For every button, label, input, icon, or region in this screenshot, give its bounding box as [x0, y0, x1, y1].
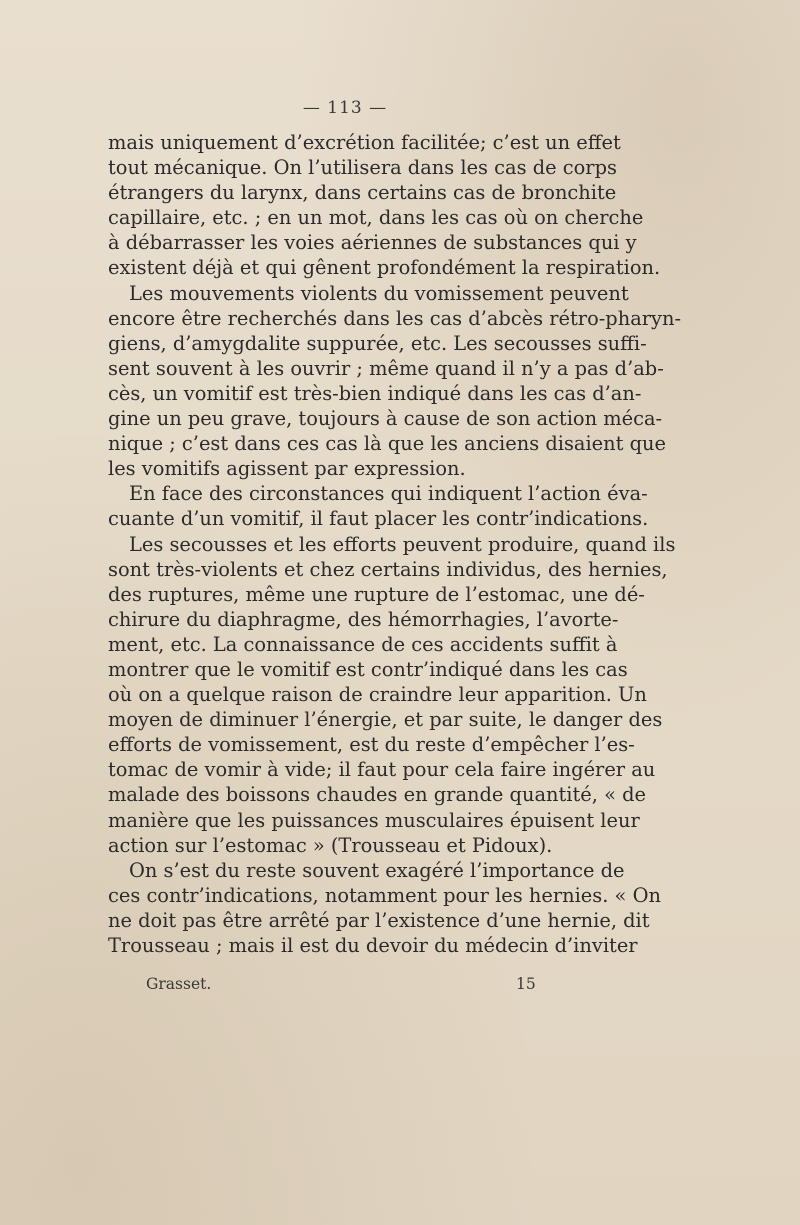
text-line: efforts de vomissement, est du reste d’empêcher l’es-	[108, 733, 635, 757]
text-line: les vomitifs agissent par expression.	[108, 457, 466, 481]
text-line: chirure du diaphragme, des hémorrhagies, l’avorte-	[108, 607, 619, 631]
text-line: où on a quelque raison de craindre leur apparition. Un	[108, 683, 647, 707]
page-footer	[146, 975, 546, 997]
text-line: Trousseau ; mais il est du devoir du médecin d’inviter	[108, 934, 638, 957]
text-line: tout mécanique. On l’utilisera dans les cas de corps	[108, 156, 617, 180]
text-line: ment, etc. La connaissance de ces accidents suffit à	[108, 632, 618, 656]
text-line: montrer que le vomitif est contr’indiqué dans les cas	[108, 657, 628, 681]
text-line: Les secousses et les efforts peuvent produire, quand ils	[129, 532, 676, 556]
text-line: étrangers du larynx, dans certains cas de bronchite	[108, 181, 617, 205]
text-line: cès, un vomitif est très-bien indiqué dans les cas d’an-	[108, 381, 642, 405]
text-line: encore être recherchés dans les cas d’abcès rétro-pharyn-	[108, 306, 682, 330]
text-line: On s’est du reste souvent exagéré l’importance de	[129, 858, 625, 882]
text-line: ne doit pas être arrêté par l’existence d’une hernie, dit	[108, 908, 650, 932]
text-line: malade des boissons chaudes en grande quantité, « de	[108, 783, 646, 807]
text-line: sont très-violents et chez certains individus, des hernies,	[108, 557, 668, 581]
text-line: à débarrasser les voies aériennes de substances qui y	[108, 231, 637, 255]
text-line: existent déjà et qui gênent profondément la respiration.	[108, 256, 661, 280]
text-line: En face des circonstances qui indiquent l’action éva-	[129, 482, 648, 506]
text-line: Les mouvements violents du vomissement peuvent	[129, 281, 629, 305]
text-line: tomac de vomir à vide; il faut pour cela faire ingérer au	[108, 758, 656, 782]
text-line: moyen de diminuer l’énergie, et par suite, le danger des	[108, 708, 663, 732]
footer-signature-mark: 15	[516, 975, 536, 993]
text-line: action sur l’estomac » (Trousseau et Pidoux).	[108, 833, 553, 857]
text-line: nique ; c’est dans ces cas là que les anciens disaient que	[108, 432, 666, 456]
text-line: capillaire, etc. ; en un mot, dans les cas où on cherche	[108, 206, 644, 230]
text-line: mais uniquement d’excrétion facilitée; c’est un effet	[108, 131, 621, 154]
text-line: ces contr’indications, notamment pour les hernies. « On	[108, 883, 661, 907]
text-line: des ruptures, même une rupture de l’estomac, une dé-	[108, 582, 645, 606]
text-line: manière que les puissances musculaires épuisent leur	[108, 808, 640, 832]
text-line: gine un peu grave, toujours à cause de son action méca-	[108, 407, 663, 431]
footer-author: Grasset.	[146, 975, 212, 993]
text-line: giens, d’amygdalite suppurée, etc. Les secousses suffi-	[108, 331, 647, 355]
text-line: sent souvent à les ouvrir ; même quand il n’y a pas d’ab-	[108, 356, 664, 380]
body-text	[108, 130, 682, 958]
text-line: cuante d’un vomitif, il faut placer les contr’indications.	[108, 507, 649, 531]
page-number: — 113 —	[302, 98, 388, 118]
